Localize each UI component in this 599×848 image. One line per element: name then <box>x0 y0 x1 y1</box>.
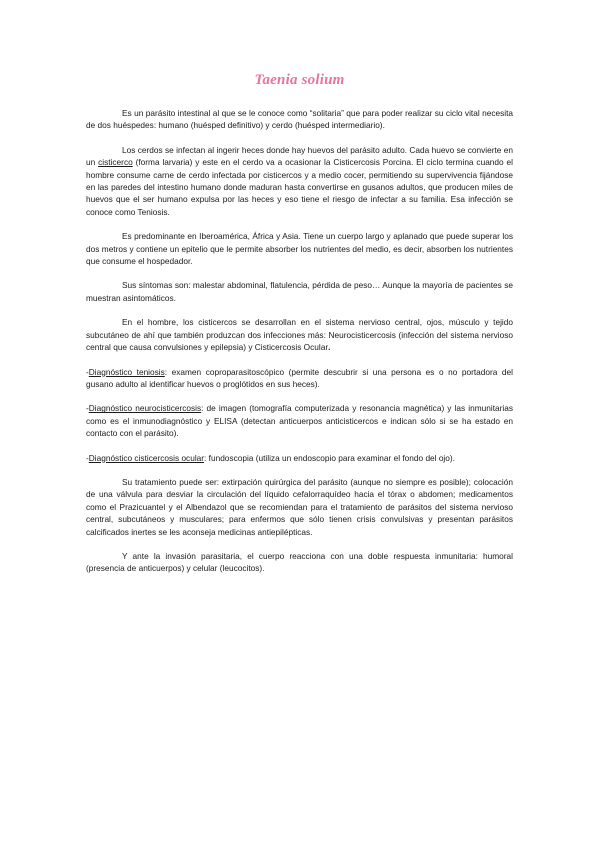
diagnosis-teniosis-text: : examen coproparasitoscópico (permite descubrir si una persona es o no portadora del gusano adulto al identificar huevos o proglótidos en sus heces). <box>86 366 514 389</box>
paragraph-treatment <box>86 476 513 538</box>
paragraph-human-infection <box>86 316 513 353</box>
paragraph-immune-text: Y ante la invasión parasitaria, el cuerpo reacciona con una doble respuesta inmunitaria: humoral (presencia de anticuerpos) y celular (leucocitos). <box>86 550 513 574</box>
cisticerco-link[interactable]: cisticerco <box>98 157 133 168</box>
diagnosis-neurocisticercosis <box>86 402 513 439</box>
human-infection-period: . <box>328 342 331 353</box>
diagnosis-teniosis-label: Diagnóstico teniosis <box>88 366 165 377</box>
diagnosis-teniosis <box>86 366 513 391</box>
paragraph-distribution <box>86 230 513 267</box>
paragraph-symptoms-text: Sus síntomas son: malestar abdominal, flatulencia, pérdida de peso… Aunque la mayoría de pacientes se muestran asintomáticos. <box>86 280 513 303</box>
document-title: Taenia solium <box>254 72 345 88</box>
diagnosis-teniosis-prefix: - <box>86 366 89 377</box>
paragraph-symptoms <box>86 279 513 304</box>
paragraph-distribution-text: Es predominante en Iberoamérica, África y Asia. Tiene un cuerpo largo y aplanado que puede superar los dos metros y contiene un epitelio que le permite absorber los nutrientes del medio, es decir, absorben los nutrientes que consume el hospedador. <box>86 231 513 267</box>
diagnosis-ocular <box>86 452 513 464</box>
life-cycle-text-a: Los cerdos se infectan al ingerir heces donde hay huevos del parásito adulto. Cada huevo se convierte en un <box>86 144 513 168</box>
human-infection-text: En el hombre, los cisticercos se desarrollan en el sistema nervioso central, ojos, músculo y tejido subcutáneo de ahí que también produzcan dos infecciones más: Neurocisticercosis (infección del sistema nervioso central que causa convulsiones y epilepsia) y Cisticercosis Ocular <box>86 317 513 353</box>
life-cycle-text-b: (forma larvaria) y este en el cerdo va a ocasionar la Cisticercosis Porcina. El ciclo termina cuando el hombre consume carne de cerdo infectada por cisticercos y a medio cocer, permitiendo su supervivencia fijándose en las paredes del intestino humano donde maduran hasta convertirse en gusanos adultos, que producen miles de huevos que el ser humano expulsa por las heces y eso tiene el riesgo de infectar a su familia. Esa infección se conoce como Teniosis. <box>86 157 513 217</box>
diagnosis-ocular-text: : fundoscopia (utiliza un endoscopio para examinar el fondo del ojo). <box>204 452 455 463</box>
paragraph-immune-response <box>86 550 513 575</box>
diagnosis-neuro-label: Diagnóstico neurocisticercosis <box>88 403 202 414</box>
diagnosis-neuro-text: : de imagen (tomografía computerizada y resonancia magnética) y las inmunitarias como es el inmunodiagnóstico y ELISA (detectan anticuerpos anticisticercos e indican sólo si se ha estado en contacto con el parásito). <box>86 403 513 439</box>
diagnosis-ocular-prefix: - <box>86 452 89 463</box>
paragraph-treatment-text: Su tratamiento puede ser: extirpación quirúrgica del parásito (aunque no siempre es posible); colocación de una válvula para desviar la circulación del líquido cefalorraquídeo hacia el tórax o abdomen; medicamentos como el Prazicuantel y el Albendazol que se recomiendan para el tratamiento de parásitos del sistema nervioso central, subcutáneos y musculares; para enfermos que sólo tienen crisis convulsivas y presentan parásitos calcificados inertes se les aconseja medicinas antiepilépticas. <box>86 476 513 537</box>
paragraph-intro <box>86 107 513 132</box>
paragraph-intro-text: Es un parásito intestinal al que se le conoce como “solitaria” que para poder realizar su ciclo vital necesita de dos huéspedes: humano (huésped definitivo) y cerdo (huésped intermediario). <box>86 108 513 131</box>
diagnosis-neuro-prefix: - <box>86 403 89 414</box>
paragraph-life-cycle <box>86 144 513 218</box>
diagnosis-ocular-label: Diagnóstico cisticercosis ocular <box>88 452 205 463</box>
